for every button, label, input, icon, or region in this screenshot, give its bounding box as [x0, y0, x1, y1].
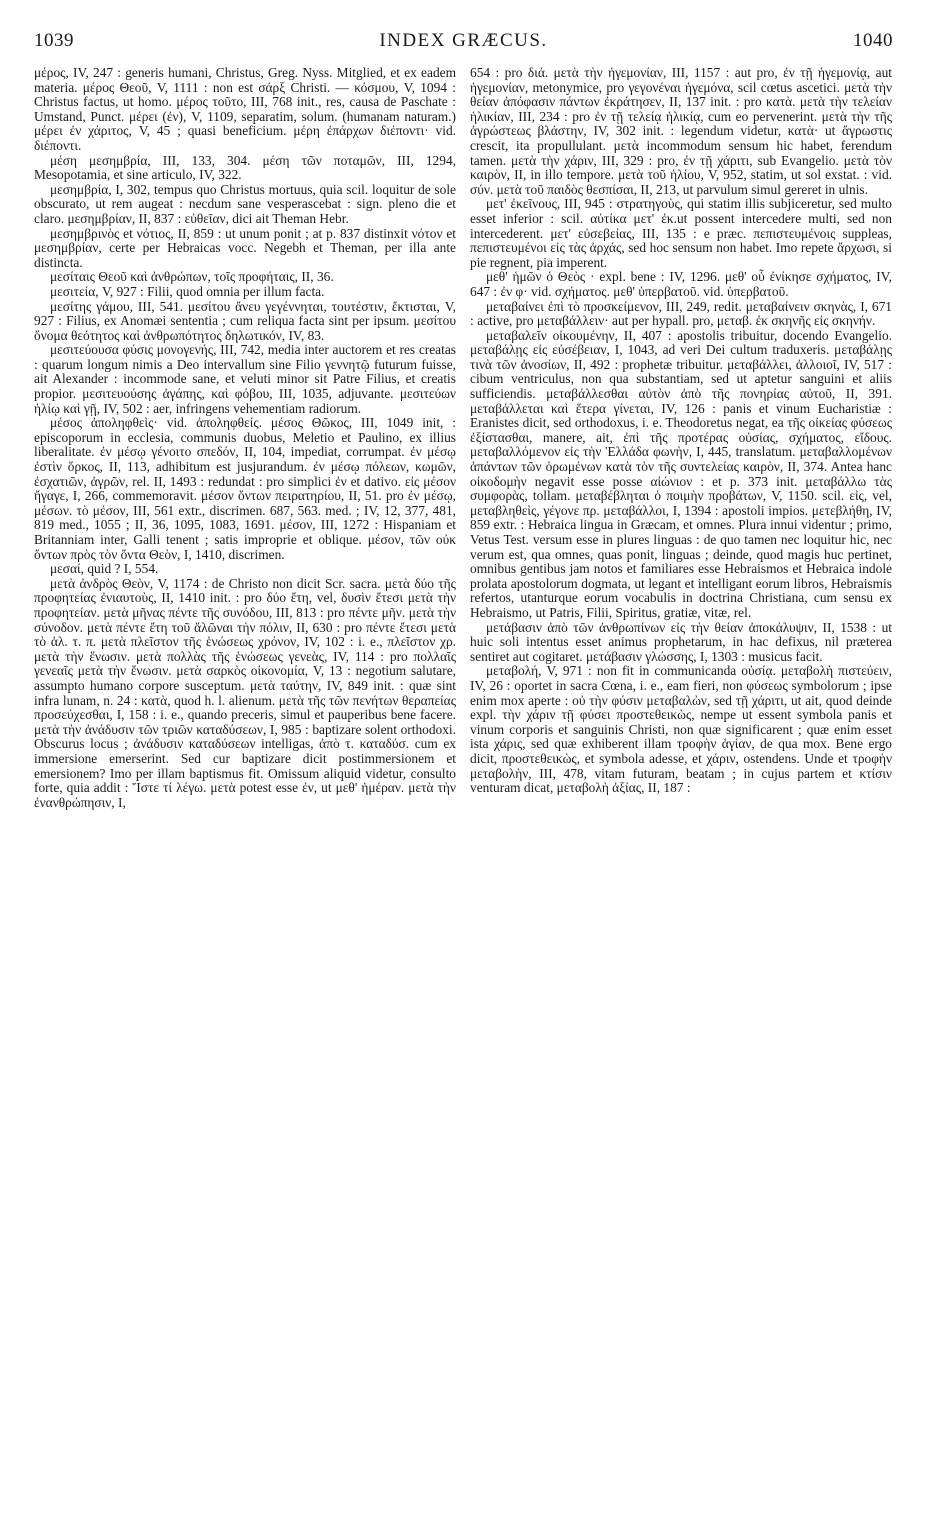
entry-mesembrinos: μεσημβρινὸς et νότιος, II, 859 : ut unum ponit ; at p. 837 distinxit νότον et μεσημβρίαν, certe per Hebraicas vocc. Negebh et Theman, per illa ante distincta. [34, 225, 456, 270]
entry-meta: μετὰ ἀνδρὸς Θεὸν, V, 1174 : de Christo non dicit Scr. sacra. μετὰ δύο τῆς προφητείας ἐνιαυτοὺς, II, 1410 init. : pro δύο ἔτη, vel, δυσὶν ἔτεσι μετὰ τὴν προφητείαν. μετὰ μῆνας πέντε τῆς συνόδου, III, 813 : pro πέντε μῆν. μετὰ τὴν σύνοδον. μετὰ πέντε ἔτη τοῦ ἅλῶναι τὴν πόλιν, II, 630 : pro πέντε ἔτεσι μετὰ τὸ ἁλ. τ. π. μετὰ πλεῖστον τῆς ἑνώσεως χρόνον, IV, 102 : i. e., πλεῖστον χρ. μετὰ τὴν ἕνωσιν. μετὰ πολλὰς τῆς ἑνώσεως γενεὰς, IV, 114 : pro πολλαῖς γενεαῖς μετὰ τὴν ἕνωσιν. μετὰ σαρκὸς οἰκονομία, V, 13 : negotium salutare, assumpto humano corpore susceptum. μετὰ ταύτην, IV, 849 init. : quæ sint infra lunam, n. 24 : κατὰ, quod h. l. alienum. μετὰ τῆς τῶν πενήτων θεραπείας προσεύχεσθαι, I, 158 : i. e., quando preceris, simul et pauperibus bene facere. μετὰ τὴν ἀνάδυσιν τῶν τριῶν καταδύσεων, I, 985 : baptizare solent orthodoxi. Obscurus locus ; ἀνάδυσιν καταδύσεων intelligas, ἀπὸ τ. καταδύσ. cum ex immersione emerserint. Sed cur baptizare dicit postimmersionem et emersionem? Imo per illam baptismus fit. Omissum aliquid videtur, consulto forte, quia addit : Ἴστε τί λέγω. μετὰ potest esse ἐν, ut μεθ' ἡμέραν. μετὰ τὴν ἐνανθρώπησιν, I, [34, 575, 456, 810]
entry-metabainei: μεταβαίνει ἐπὶ τὸ προσκείμενον, III, 249, redit. μεταβαίνειν σκηνὰς, I, 671 : active, pro μεταβάλλειν· aut per hypall. pro, μεταβ. ἐκ σκηνῆς εἰς σκηνήν. [470, 298, 892, 329]
entry-meta-continued: 654 : pro διά. μετὰ τὴν ἡγεμονίαν, III, 1157 : aut pro, ἐν τῇ ἡγεμονίᾳ, aut ἡγεμονίαν, metonymice, pro γεγονέναι ἡγεμόνα, scil cœtus ascetici. μετὰ τὴν θείαν ἀπόφασιν πάντων ἐκράτησεν, II, 137 init. : pro κατὰ. μετὰ τὴν τελείαν ἡλικίαν, III, 234 : pro ἐν τῇ τελείᾳ ἡλικίᾳ, cum eo pervenerint. μετὰ τὴν τῆς ἀγρώστεως βλάστην, IV, 302 init. : legendum videtur, κατὰ· ut ἄγρωστις crescit, ita propullulant. μετὰ incommodum sensum hic habet, ferendum tamen. μετὰ τὴν χάριν, III, 329 : pro, ἐν τῇ χάριτι, sub Evangelio. μετὰ τὸν καιρὸν, II, in illo tempore. μετὰ τοῦ ἡλίου, V, 952, statim, ut sol exstat. : vid. σύν. μετὰ τοῦ παιδὸς θεσπίσαι, II, 213, ut parvulum simul gereret in ulnis. [470, 66, 892, 197]
entry-mesos: μέσος ἀποληφθεὶς· vid. ἀποληφθείς. μέσος Θῶκος, III, 1049 init, : episcoporum in ecclesia, communis duobus, Meletio et Paulino, ex illius liberalitate. ἐν μέσῳ γένοιτο σπεδόν, II, 104, impediat, corrumpat. ἐν μέσῳ ἐστὶν ὅρκος, II, 113, adhibitum est jusjurandum. ἐν μέσῳ πόλεων, κωμῶν, ἐσχατιῶν, ἀγρῶν, rel. II, 1493 : redundat : pro simplici ἐν et dativo. εἰς μέσον ἤγαγε, I, 266, commemoravit. μέσον ὄντων πειρατηρίου, II, 51. pro ἐν μέσῳ, μέσων. τὸ μέσον, III, 561 extr., discrimen. 687, 563. med. ; IV, 12, 377, 481, 819 med., 1055 ; II, 36, 1095, 1083, 1691. μέσον, III, 1272 : Hispaniam et Britanniam inter, Galli tenent ; satis improprie et oblique. μέσον, τῶν οὐκ ὄντων πρὸς τὸν ὄντα Θεὸν, I, 1410, discrimen. [34, 415, 456, 562]
entry-mesites: μεσίτης γάμου, III, 541. μεσίτου ἄνευ γεγέννηται, τουτέστιν, ἔκτισται, V, 927 : Filius, ex Anomæi sententia ; cum reliqua facta sint per ipsum. μεσίτου ὄνομα θεότητος καὶ ἀνθρωπότητος δηλωτικόν, IV, 83. [34, 298, 456, 343]
entry-metabalein: μεταβαλεῖν οἰκουμένην, II, 407 : apostolis tribuitur, docendo Evangelio. μεταβάλῃς εἰς εὐσέβειαν, I, 1043, ad veri Dei cultum traduxeris. μεταβάλῃς τινὰ τῶν ἀνοσίων, II, 492 : prophetæ tribuitur. μεταβάλλει, ἀλλοιοῖ, IV, 517 : cibum ventriculus, non qua substantiam, sed ut aptetur sanguini et aliis sufficiendis. μεταβάλλεσθαι αὐτὸν ἀπὸ τῆς πονηρίας αὐτοῦ, II, 391. μεταβάλλεται καὶ ἕτερα γίνεται, IV, 126 : panis et vinum Eucharistiæ : Eranistes dicit, sed orthodoxus, i. e. Theodoretus negat, ea τῆς οἰκείας φύσεως ἐξίστασθαι, manere, ait, ἐπὶ τῆς προτέρας οὐσίας, σχήματος, εἴδους. μεταβαλλόμενον εἰς τὴν Ἑλλάδα φωνὴν, I, 445, translatum. μεταβαλλομένων ἁπάντων τῶν ὁρωμένων κατὰ τὸν τῆς συντελείας καιρὸν, II, 374. Antea hanc οἰκοδομὴν negavit esse posse αἰώνιον : et p. 373 init. μεταβάλλω τὰς συμφορὰς, tollam. μεταβέβληται ὁ ποιμὴν προβάτων, V, 1150. scil. εἰς, vel, μεταβληθεὶς, γέγονε πρ. μεταβάλλοι, I, 1394 : apostoli impios. μετεβλήθη, IV, 859 extr. : Hebraica lingua in Græcam, et omnes. Plura innui videntur ; primo, Vetus Test. versum esse in plures linguas : de quo tamen nec loquitur hic, nec verum est, qua omnes, quas ponit, linguas ; deinde, quod magis huc pertinet, omnibus gentibus jam notos et familiares esse Hebraismos et Hebraica indole prolata apostolorum dogmata, ut legant et intelligant eorum libros, Hebraismis refertos, utanturque eorum vocabulis in doctrina Christiana, cum sensu ex Hebraismo, ut Patris, Filii, Spiritus, gratiæ, vitæ, rel. [470, 327, 892, 620]
left-column [34, 66, 456, 1526]
running-title: INDEX GRÆCUS. [379, 30, 548, 51]
page-header [34, 30, 893, 52]
entry-mesai: μεσαί, quid ? I, 554. [50, 561, 159, 577]
right-column [470, 66, 892, 1526]
entry-mese: μέση μεσημβρία, III, 133, 304. μέση τῶν ποταμῶν, III, 1294, Mesopotamia, et sine articulo, IV, 322. [34, 152, 456, 183]
entry-mesiteia: μεσιτεία, V, 927 : Filii, quod omnia per illum facta. [50, 283, 325, 299]
entry-meros: μέρος, IV, 247 : generis humani, Christus, Greg. Nyss. Mitglied, et ex eadem materia. μέρος Θεοῦ, V, 1111 : non est σάρξ Christi. — κόσμου, V, 1094 : Christus factus, ut homo. μέρος τοῦτο, III, 768 init., res, causa de Paschate : Umstand, Punct. μέρει (ἐν), V, 1109, separatim, solum. (humanam naturam.) μέρει ἐν χάριτος, V, 45 ; quasi beneficium. μέρη ἐπάρχων διέποντι· vid. διέποντι. [34, 66, 456, 153]
page-number-right: 1040 [853, 30, 893, 51]
entry-metabole: μεταβολή, V, 971 : non fit in communicanda οὐσίᾳ. μεταβολὴ πιστεύειν, IV, 26 : oportet in sacra Cœna, i. e., eam fieri, non φύσεως symbolorum ; ipse enim mox aperte : οὐ τὴν φύσιν μεταβαλὼν, sed τῇ χάριτι, ut ait, quod deinde expl. τὴν χάριν τῇ φύσει προστεθεικὼς, nempe ut essent symbola panis et vinum corporis et sanguinis Christi, non quæ significarent ; quæ enim esset ista χάρις, sed quæ exhiberent illam τροφὴν ἁγίαν, de qua mox. Bene ergo dicit, προστεθεικὼς, et symbola adesse, et χάριν, ostendens. Unde et τροφὴν μεταβολὴν, III, 478, vitam futuram, beatam ; in cujus partem et κτίσιν venturam dicat, μεταβολὴ ἀξίας, II, 187 : [470, 663, 892, 796]
entry-mesembria: μεσημβρία, I, 302, tempus quo Christus mortuus, quia scil. loquitur de sole obscurato, ut rem augeat : necdum sane vesperascebat : sign. pleno die et claro. μεσημβρίαν, II, 837 : εὐθεῖαν, dici ait Theman Hebr. [34, 181, 456, 226]
entry-mesitais: μεσίταις Θεοῦ καὶ ἀνθρώπων, τοῖς προφήταις, II, 36. [50, 269, 334, 285]
entry-met-ekeinous: μετ' ἐκεῖνους, III, 945 : στρατηγοὺς, qui statim illis subjiceretur, sed multo esset inferior : scil. αὐτίκα μετ' ἐκ.ut possent intercedere multi, sed non intercederent. μετ' εὐσεβείας, III, 135 : e præc. πεπιστευμένοις suppleas, πεπιστευμένοι εἰς τὰς ἀρχάς, sed hoc sensum non habet. Imo repete ἄρχωσι, si pie regnent, pia imperent. [470, 196, 892, 270]
page-number-left: 1039 [34, 30, 74, 51]
entry-mesiteuousa: μεσιτεύουσα φύσις μονογενής, III, 742, media inter auctorem et res creatas : quarum longum nimis a Deo intervallum sine Filio γεννητῷ futurum fuisse, ait Alexander : incommode sane, et veluti minor sit Patre Filius, et creatis propior. μεσιτευούσης ἀγάπης, καὶ φόβου, III, 1035, adjuvante. μεσιτεύων ἡλίῳ καὶ γῇ, IV, 502 : aer, infringens vehementiam radiorum. [34, 342, 456, 416]
entry-metabasin: μετάβασιν ἀπὸ τῶν ἀνθρωπίνων εἰς τὴν θείαν ἀποκάλυψιν, II, 1538 : ut huic soli intentus esset animus prophetarum, in hac defixus, nil præterea sentiret aut cogitaret. μετάβασιν γλώσσης, I, 1303 : musicus facit. [470, 619, 892, 664]
entry-meth-hemon: μεθ' ἡμῶν ὁ Θεὸς · expl. bene : IV, 1296. μεθ' οὗ ἐνίκησε σχήματος, IV, 647 : ἐν φ· vid. σχήματος. μεθ' ὑπερβατοῦ. vid. ὑπερβατοῦ. [470, 269, 892, 299]
